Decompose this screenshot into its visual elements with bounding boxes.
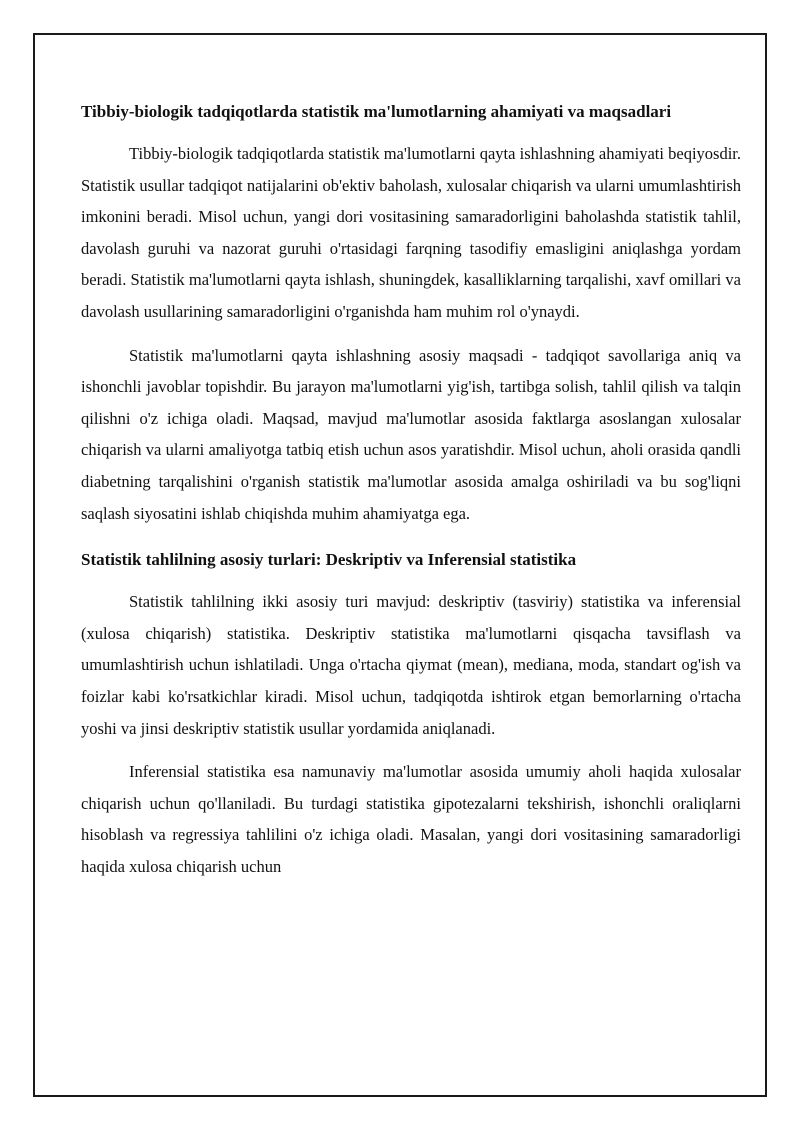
paragraph-inferential-statistics: Inferensial statistika esa namunaviy ma'lumotlar asosida umumiy aholi haqida xulosalar chiqarish uchun qo'llaniladi. Bu turdagi statistika gipotezalarni tekshirish, ishonchli oraliqlarni hisoblash va regressiya tahlilini o'z ichiga oladi. Masalan, yangi dori vositasining samaradorligi haqida xulosa chiqarish uchun — [81, 762, 741, 876]
section-heading-importance: Tibbiy-biologik tadqiqotlarda statistik ma'lumotlarning ahamiyati va maqsadlari — [81, 102, 672, 121]
paragraph-importance: Tibbiy-biologik tadqiqotlarda statistik ma'lumotlarni qayta ishlashning ahamiyati beqiyosdir. Statistik usullar tadqiqot natijalarini ob'ektiv baholash, xulosalar chiqarish va ularni umumlashtirish imkonini beradi. Misol uchun, yangi dori vositasining samaradorligini baholashda statistik tahlil, davolash guruhi va nazorat guruhi o'rtasidagi farqning tasodifiy emasligini aniqlashga yordam beradi. Statistik ma'lumotlarni qayta ishlash, shuningdek, kasalliklarning tarqalishi, xavf omillari va davolash usullarining samaradorligini o'rganishda ham muhim rol o'ynaydi. — [81, 144, 741, 321]
document-body — [81, 99, 741, 882]
paragraph-descriptive-statistics: Statistik tahlilning ikki asosiy turi mavjud: deskriptiv (tasviriy) statistika va inferensial (xulosa chiqarish) statistika. Deskriptiv statistika ma'lumotlarni qisqacha tavsiflash va umumlashtirish uchun ishlatiladi. Unga o'rtacha qiymat (mean), mediana, moda, standart og'ish va foizlar kabi ko'rsatkichlar kiradi. Misol uchun, tadqiqotda ishtirok etgan bemorlarning o'rtacha yoshi va jinsi deskriptiv statistik usullar yordamida aniqlanadi. — [81, 592, 741, 738]
section-heading-analysis-types: Statistik tahlilning asosiy turlari: Deskriptiv va Inferensial statistika — [81, 550, 577, 570]
paragraph-main-goal: Statistik ma'lumotlarni qayta ishlashning asosiy maqsadi - tadqiqot savollariga aniq va ishonchli javoblar topishdir. Bu jarayon ma'lumotlarni yig'ish, tartibga solish, tahlil qilish va talqin qilishni o'z ichiga oladi. Maqsad, mavjud ma'lumotlar asosida faktlarga asoslangan xulosalar chiqarish va ularni amaliyotga tatbiq etish uchun asos yaratishdir. Misol uchun, aholi orasida qandli diabetning tarqalishini o'rganish statistik ma'lumotlar asosida amalga oshiriladi va bu sog'liqni saqlash siyosatini ishlab chiqishda muhim ahamiyatga ega. — [81, 345, 741, 523]
